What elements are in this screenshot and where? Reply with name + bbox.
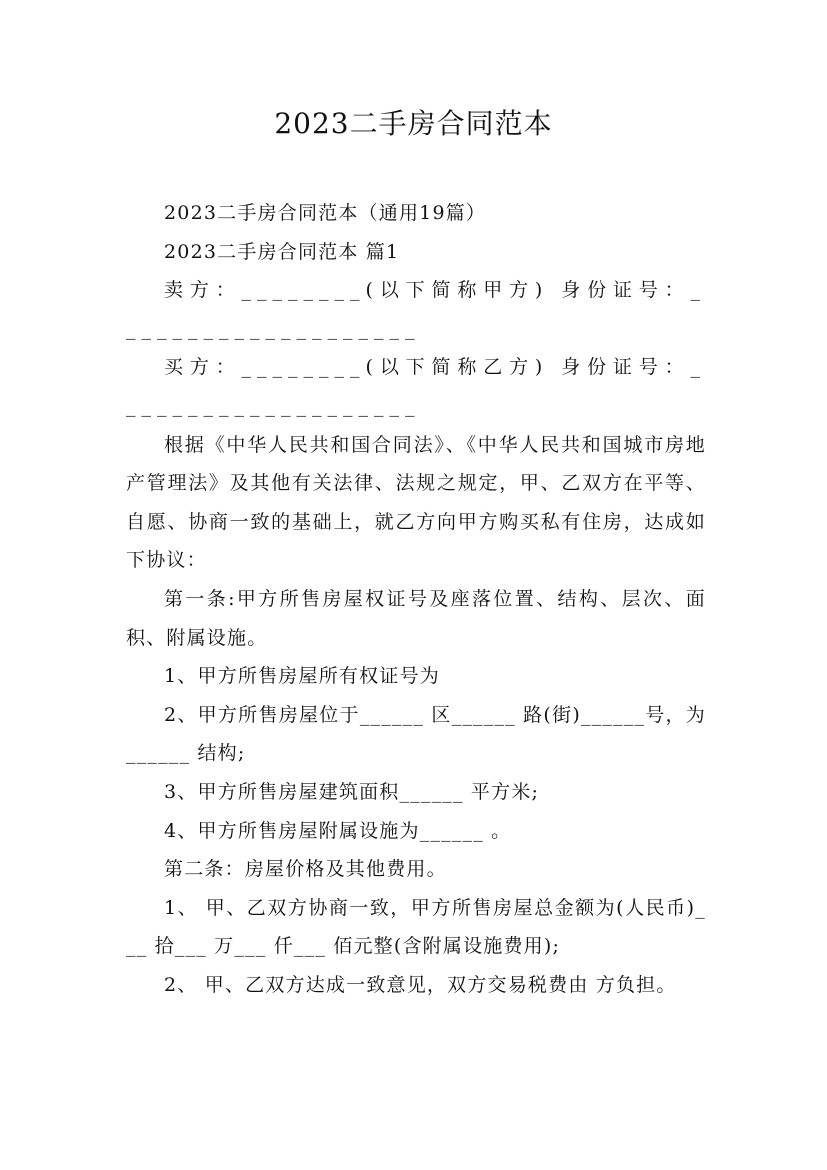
buyer-line: 买方：________(以下简称乙方) 身份证号：____________________ [126,356,706,417]
preamble-paragraph: 根据《中华人民共和国合同法》、《中华人民共和国城市房地产管理法》及其他有关法律、法规之规定，甲、乙双方在平等、自愿、协商一致的基础上，就乙方向甲方购买私有住房，达成如下协议： [126,433,706,572]
clause-1-2: 2、甲方所售房屋位于______ 区______ 路(街)______号，为______ 结构; [126,703,706,765]
document-title: 2023二手房合同范本 [274,107,553,140]
clause-1-1: 1、甲方所售房屋所有权证号为 [164,665,440,688]
subtitle: 2023二手房合同范本（通用19篇） [164,202,487,224]
clause-2-1: 1、 甲、乙双方协商一致，甲方所售房屋总金额为(人民币)___ 拾___ 万___ 仟___ 佰元整(含附属设施费用); [126,896,706,958]
clause-2-2: 2、 甲、乙双方达成一致意见，双方交易税费由 方负担。 [164,973,677,996]
clause-1-3: 3、甲方所售房屋建筑面积______ 平方米; [164,780,540,803]
seller-line: 卖方：________(以下简称甲方) 身份证号：____________________ [126,279,706,340]
section-heading: 2023二手房合同范本 篇1 [164,240,400,263]
article-1-heading: 第一条:甲方所售房屋权证号及座落位置、结构、层次、面积、附属设施。 [126,587,706,649]
clause-1-4: 4、甲方所售房屋附属设施为______ 。 [164,819,512,842]
article-2-heading: 第二条：房屋价格及其他费用。 [164,858,447,881]
document-body [126,194,706,1004]
